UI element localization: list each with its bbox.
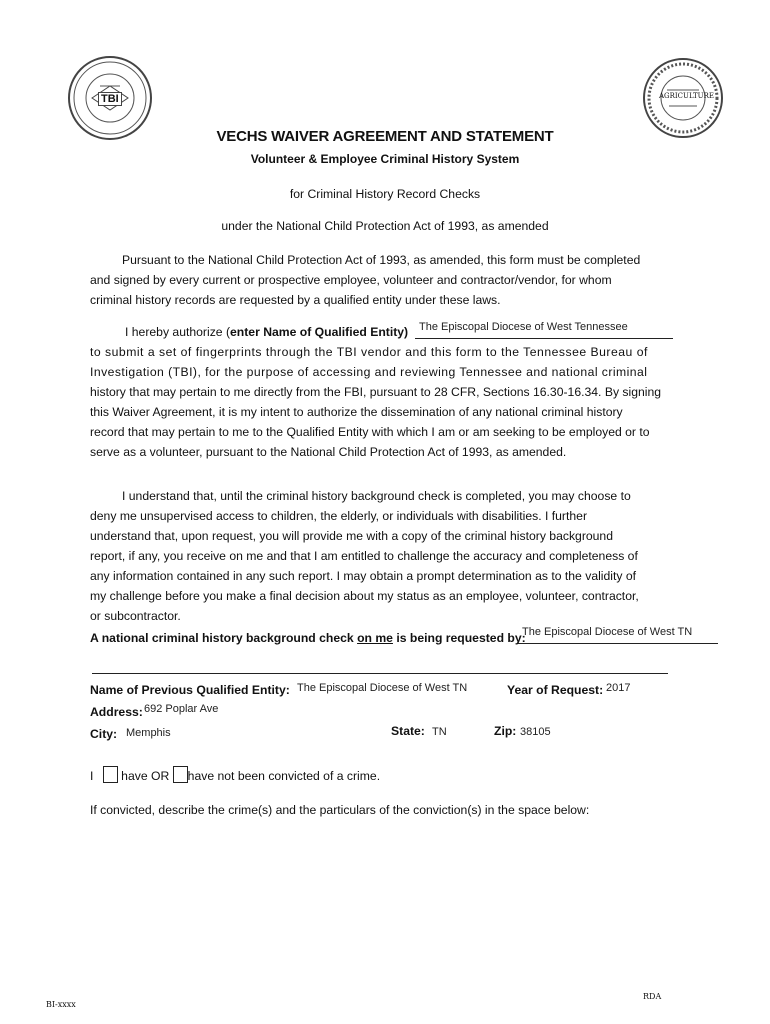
- state-field[interactable]: TN: [432, 726, 447, 738]
- have-not-label: have not been convicted of a crime.: [187, 769, 381, 783]
- footer-rda: RDA: [643, 992, 662, 1001]
- para2-line-3: history that may pertain to me directly from the FBI, pursuant to 28 CFR, Sections 16.30-16.34. By signing: [90, 385, 662, 399]
- para3-line-1: I understand that, until the criminal history background check is completed, you may choose to: [122, 489, 631, 503]
- conviction-row: [90, 766, 380, 786]
- para2-line-1: to submit a set of fingerprints through the TBI vendor and this form to the Tennessee Bureau of: [90, 345, 648, 359]
- conviction-i: I: [90, 769, 94, 783]
- requested-label-a: A national criminal history background check: [90, 631, 358, 645]
- para3-line-6: my challenge before you make a final decision about my status as an employee, volunteer, contractor,: [90, 589, 639, 603]
- have-or-label: have OR: [121, 769, 170, 783]
- para3-line-5: any information contained in any such report. I may obtain a prompt determination as to the validity of: [90, 569, 637, 583]
- tennessee-state-seal-logo: [643, 58, 723, 138]
- para2-line-6: serve as a volunteer, pursuant to the National Child Protection Act of 1993, as amended.: [90, 445, 567, 459]
- para1-line-3: criminal history records are requested by a qualified entity under these laws.: [90, 293, 501, 307]
- requested-label-on-me: on me: [357, 631, 393, 645]
- address-field[interactable]: 692 Poplar Ave: [144, 703, 219, 715]
- authorize-entity-label: enter Name of Qualified Entity): [230, 325, 409, 339]
- para2-line-2: Investigation (TBI), for the purpose of accessing and reviewing Tennessee and national criminal: [90, 365, 648, 379]
- para1-line-1: Pursuant to the National Child Protection Act of 1993, as amended, this form must be completed: [122, 253, 641, 267]
- requested-label-b: is being requested by:: [392, 631, 526, 645]
- requesting-entity-field[interactable]: [518, 627, 718, 644]
- page-title: VECHS WAIVER AGREEMENT AND STATEMENT: [216, 128, 554, 145]
- para3-line-7: or subcontractor.: [90, 609, 181, 623]
- requested-continuation-line[interactable]: [92, 673, 668, 674]
- zip-field[interactable]: 38105: [520, 726, 551, 738]
- para3-line-4: report, if any, you receive on me and that I am entitled to challenge the accuracy and completeness of: [90, 549, 638, 563]
- para3-line-2: deny me unsupervised access to children, the elderly, or individuals with disabilities. I further: [90, 509, 587, 523]
- city-field[interactable]: Memphis: [126, 727, 171, 739]
- qualified-entity-value: The Episcopal Diocese of West Tennessee: [419, 321, 628, 333]
- state-label: State:: [391, 724, 425, 738]
- qualified-entity-field[interactable]: [415, 322, 673, 339]
- have-checkbox[interactable]: [103, 766, 118, 783]
- para2-line-4: this Waiver Agreement, it is my intent to authorize the dissemination of any national criminal history: [90, 405, 623, 419]
- year-field[interactable]: 2017: [606, 682, 631, 694]
- year-label: Year of Request:: [507, 683, 604, 697]
- address-label: Address:: [90, 705, 143, 719]
- prev-entity-field[interactable]: The Episcopal Diocese of West TN: [297, 682, 468, 694]
- para1-line-2: and signed by every current or prospective employee, volunteer and contractor/vendor, for whom: [90, 273, 612, 287]
- para2-line-5: record that may pertain to me to the Qualified Entity with which I am or am seeking to be employed or to: [90, 425, 650, 439]
- tbi-seal-text: TBI: [98, 92, 122, 106]
- requesting-entity-value: The Episcopal Diocese of West TN: [522, 626, 693, 638]
- requested-by-label: [90, 628, 526, 648]
- header-line-3: under the National Child Protection Act of 1993, as amended: [221, 219, 549, 233]
- page-subtitle: Volunteer & Employee Criminal History System: [250, 152, 520, 166]
- authorize-prefix: I hereby authorize (: [125, 325, 231, 339]
- prev-entity-label: Name of Previous Qualified Entity:: [90, 683, 290, 697]
- header-line-2: for Criminal History Record Checks: [289, 187, 481, 201]
- para3-line-3: understand that, upon request, you will provide me with a copy of the criminal history background: [90, 529, 613, 543]
- have-not-checkbox[interactable]: [173, 766, 188, 783]
- zip-label: Zip:: [494, 724, 517, 738]
- authorize-line: [125, 322, 408, 342]
- footer-form-number: BI-xxxx: [46, 1000, 76, 1009]
- describe-instructions: If convicted, describe the crime(s) and the particulars of the conviction(s) in the space below:: [90, 803, 590, 817]
- state-seal-text: AGRICULTURE: [659, 92, 714, 100]
- city-label: City:: [90, 727, 118, 741]
